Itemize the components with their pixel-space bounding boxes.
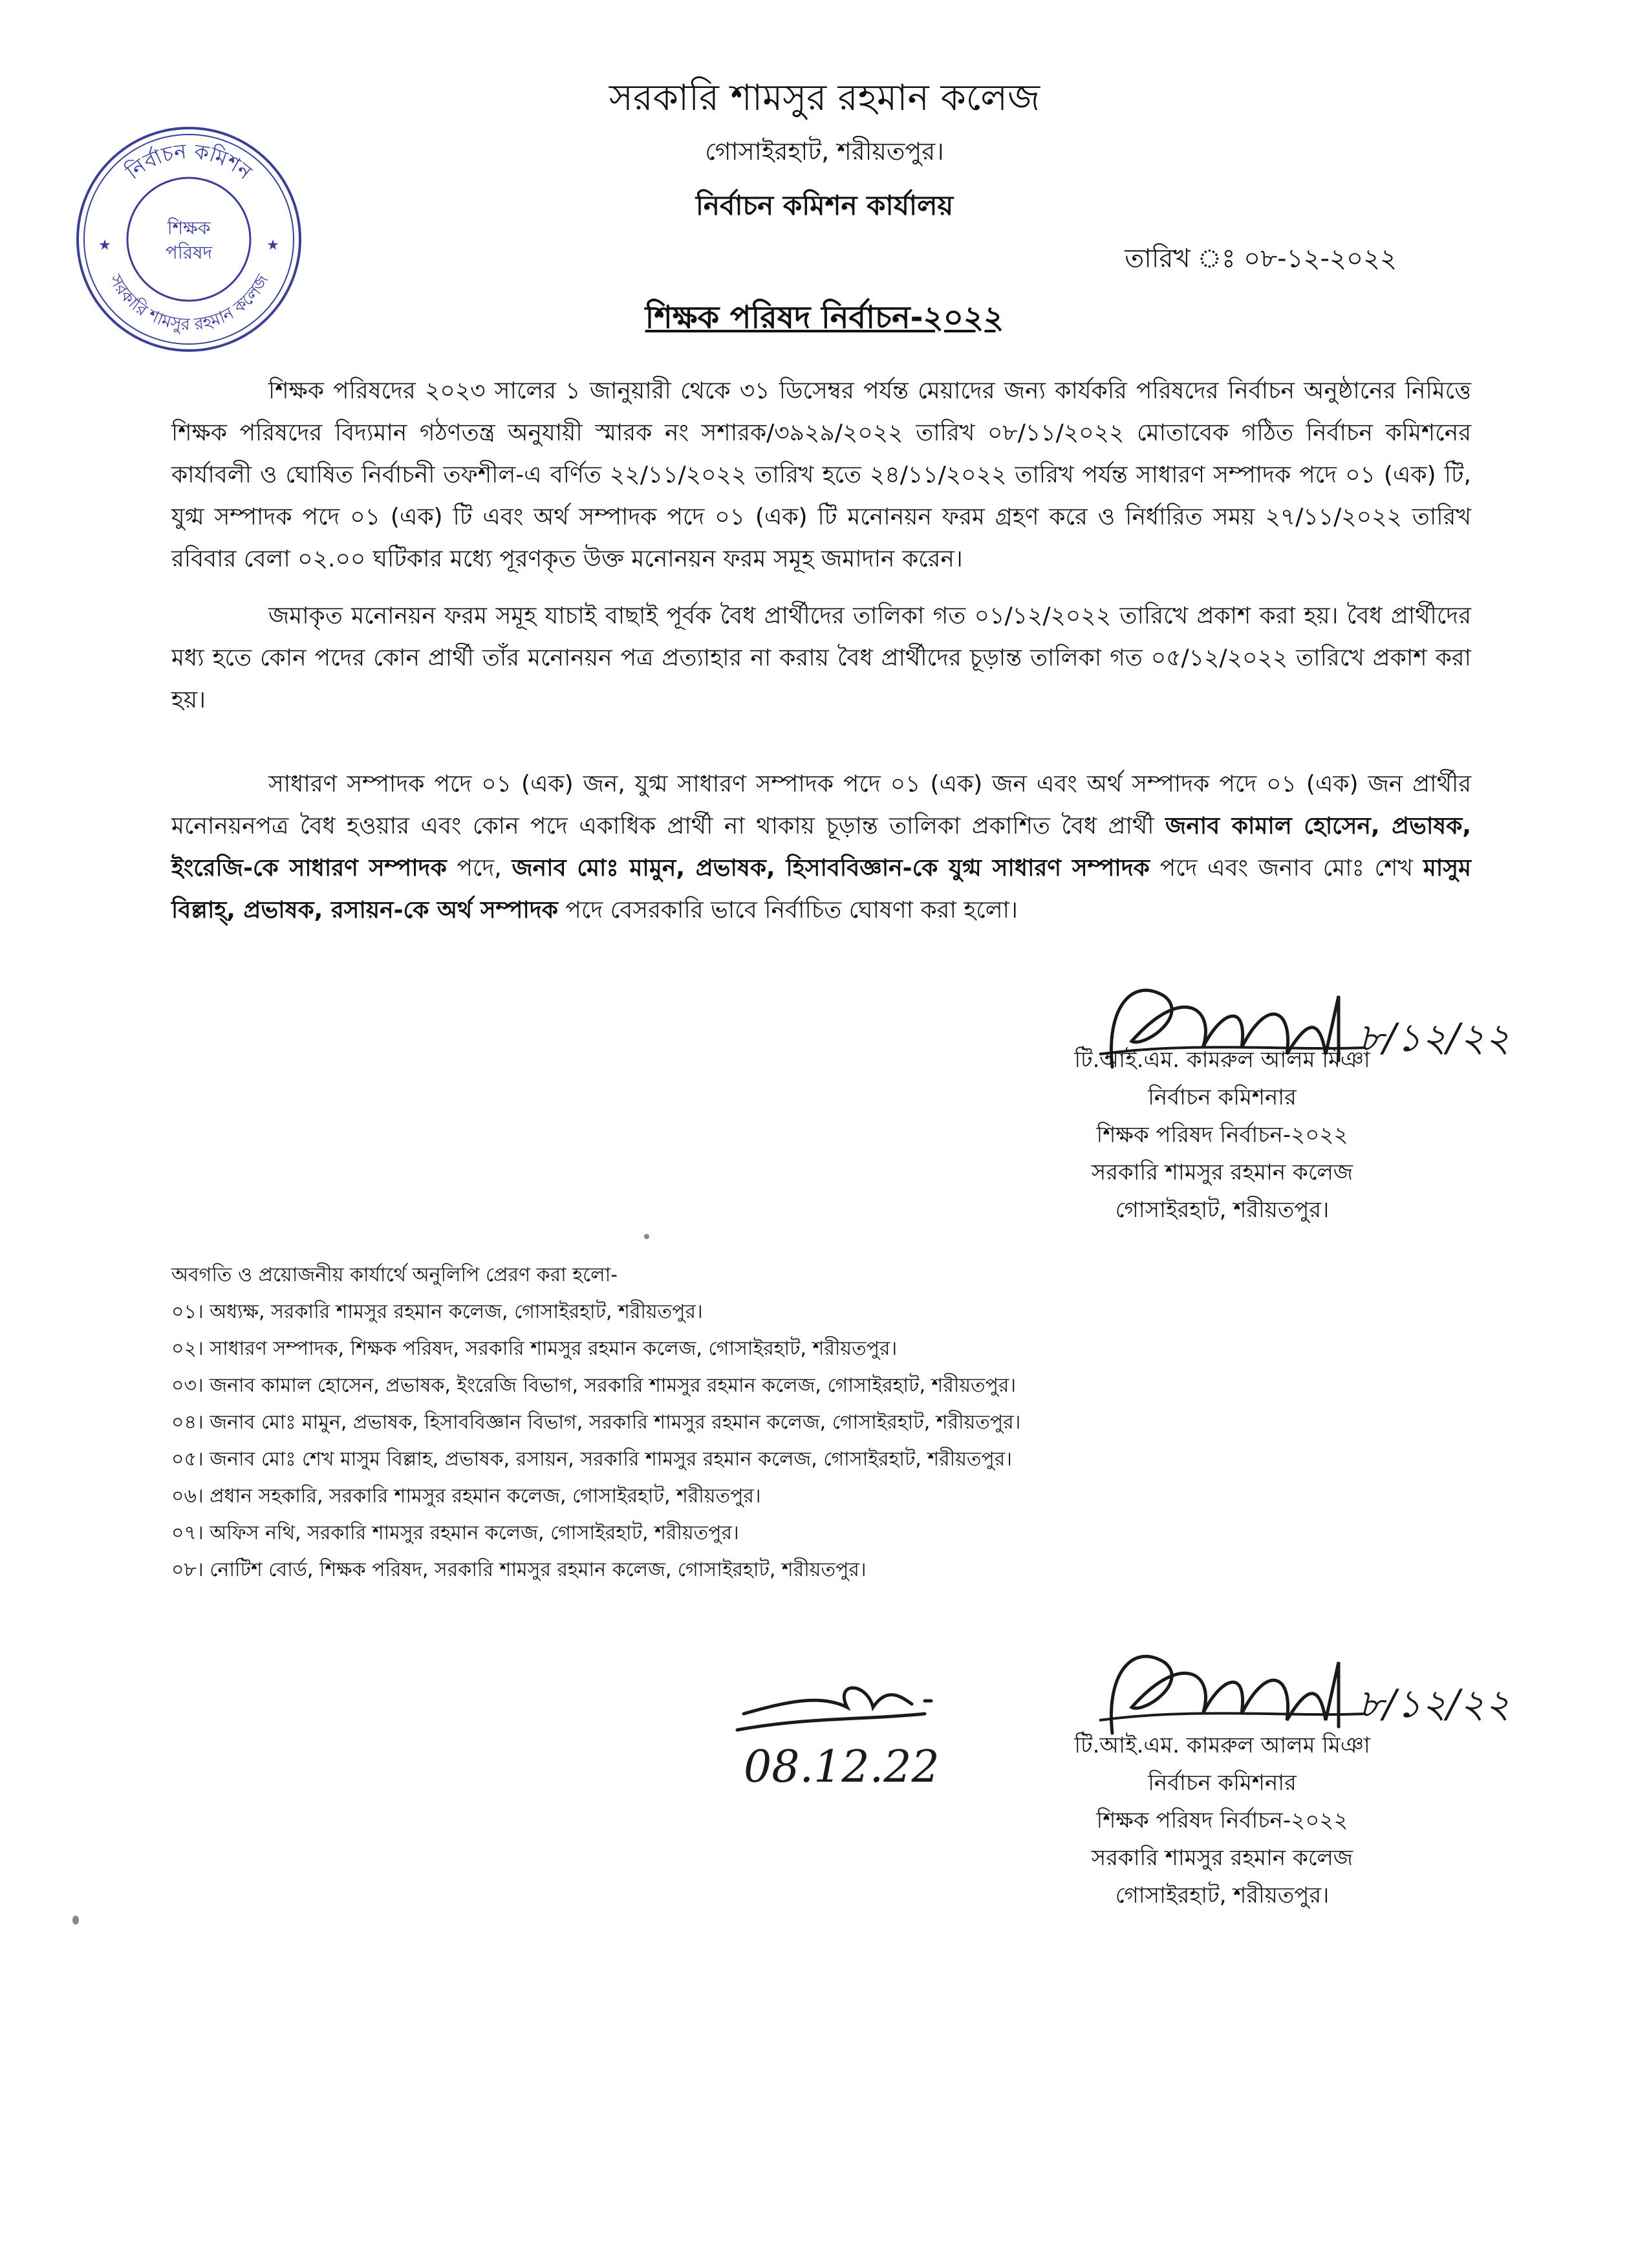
svg-text:★: ★ (266, 237, 279, 254)
commissioner-name: টি.আই.এম. কামরুল আলম মিঞা (1074, 1733, 1370, 1758)
paragraph-nomination (171, 370, 1471, 580)
declaration-intro: সাধারণ সম্পাদক পদে ০১ (এক) জন, যুগ্ম সাধারণ সম্পাদক পদে ০১ (এক) জন এবং অর্থ সম্পাদক পদে ০১ (এক) জন প্রার্থীর মনোনয়নপত্র বৈধ হওয়ার এবং কোন পদে একাধিক প্রার্থী না থাকায় চূড়ান্ত তালিকা প্রকাশিত বৈধ প্রার্থী (171, 771, 1471, 839)
copy-to-item: ০৫। জনাব মোঃ শেখ মাসুম বিল্লাহ, প্রভাষক, রসায়ন, সরকারি শামসুর রহমান কলেজ, গোসাইরহাট, শরীয়তপুর। (171, 1448, 1012, 1471)
copy-to-list (171, 1293, 1020, 1588)
college-name: সরকারি শামসুর রহমান কলেজ (609, 77, 1040, 119)
commissioner-name: টি.আই.এম. কামরুল আলম মিঞা (1074, 1047, 1370, 1073)
copy-to-item: ০৮। নোটিশ বোর্ড, শিক্ষক পরিষদ, সরকারি শামসুর রহমান কলেজ, গোসাইরহাট, শরীয়তপুর। (171, 1559, 867, 1581)
copy-to-item: ০৪। জনাব মোঃ মামুন, প্রভাষক, হিসাববিজ্ঞান বিভাগ, সরকারি শামসুর রহমান কলেজ, গোসাইরহাট, শরীয়তপুর। (171, 1411, 1021, 1434)
ink-dot (644, 1234, 649, 1239)
ink-mark (72, 1916, 79, 1925)
handwritten-date: 08.12.22 (744, 1742, 940, 1793)
signature-block-1 (1022, 1041, 1423, 1229)
seal-center-line1: শিক্ষক (167, 217, 211, 239)
commissioner-college: সরকারি শামসুর রহমান কলেজ (1091, 1845, 1353, 1871)
signature-2-date: ৮/১২/২২ (1358, 1681, 1511, 1727)
copy-to-heading: অবগতি ও প্রয়োজনীয় কার্যার্থে অনুলিপি প্রেরণ করা হলো- (171, 1264, 618, 1286)
office-name: নির্বাচন কমিশন কার্যালয় (695, 189, 954, 221)
paragraph-declaration (171, 763, 1471, 931)
seal-center-line2: পরিষদ (165, 242, 213, 263)
seal-top-text: নির্বাচন কমিশন (121, 138, 257, 185)
signature-1-date: ৮/১২/২২ (1358, 1015, 1511, 1061)
copy-to-item: ০১। অধ্যক্ষ, সরকারি শামসুর রহমান কলেজ, গোসাইরহাট, শরীয়তপুর। (171, 1301, 703, 1323)
declaration-end: পদে বেসরকারি ভাবে নির্বাচিত ঘোষণা করা হলো। (557, 897, 1018, 923)
declaration-joiner-1: পদে, (446, 855, 512, 881)
seal-bottom-text: সরকারি শামসুর রহমান কলেজ (105, 271, 273, 335)
commissioner-election: শিক্ষক পরিষদ নির্বাচন-২০২২ (1096, 1808, 1348, 1833)
joint-secretary-winner: জনাব মোঃ মামুন, প্রভাষক, হিসাববিজ্ঞান-কে যুগ্ম সাধারণ সম্পাদক (512, 855, 1150, 881)
paragraph-valid-candidates (171, 595, 1471, 721)
commissioner-election: শিক্ষক পরিষদ নির্বাচন-২০২২ (1096, 1122, 1348, 1148)
college-address: গোসাইরহাট, শরীয়তপুর। (705, 137, 944, 166)
commissioner-address: গোসাইরহাট, শরীয়তপুর। (1115, 1197, 1330, 1223)
copy-to-item: ০৬। প্রধান সহকারি, সরকারি শামসুর রহমান কলেজ, গোসাইরহাট, শরীয়তপুর। (171, 1485, 761, 1507)
notice-date: তারিখ ঃ ০৮-১২-২০২২ (1125, 244, 1397, 274)
paragraph-1-text: শিক্ষক পরিষদের ২০২৩ সালের ১ জানুয়ারী থেকে ৩১ ডিসেম্বর পর্যন্ত মেয়াদের জন্য কার্যকরি পরিষদের নির্বাচন অনুষ্ঠানের নিমিত্তে শিক্ষক পরিষদের বিদ্যমান গঠণতন্ত্র অনুযায়ী স্মারক নং সশারক/৩৯২৯/২০২২ তারিখ ০৮/১১/২০২২ মোতাবেক গঠিত নির্বাচন কমিশনের কার্যাবলী ও ঘোষিত নির্বাচনী তফশীল-এ বর্ণিত ২২/১১/২০২২ তারিখ হতে ২৪/১১/২০২২ তারিখ পর্যন্ত সাধারণ সম্পাদক পদে ০১ (এক) টি, যুগ্ম সম্পাদক পদে ০১ (এক) টি এবং অর্থ সম্পাদক পদে ০১ (এক) টি মনোনয়ন ফরম গ্রহণ করে ও নির্ধারিত সময় ২৭/১১/২০২২ তারিখ রবিবার বেলা ০২.০০ ঘটিকার মধ্যে পূরণকৃত উক্ত মনোনয়ন ফরম সমূহ জমাদান করেন। (171, 378, 1471, 572)
finance-secretary-winner: মাসুম বিল্লাহ্, প্রভাষক, রসায়ন-কে অর্থ সম্পাদক (171, 855, 1471, 923)
commissioner-designation: নির্বাচন কমিশনার (1148, 1770, 1297, 1796)
svg-text:★: ★ (98, 237, 111, 254)
copy-to-item: ০২। সাধারণ সম্পাদক, শিক্ষক পরিষদ, সরকারি শামসুর রহমান কলেজ, গোসাইরহাট, শরীয়তপুর। (171, 1337, 898, 1360)
commissioner-address: গোসাইরহাট, শরীয়তপুর। (1115, 1883, 1330, 1908)
paragraph-2-text: জমাকৃত মনোনয়ন ফরম সমূহ যাচাই বাছাই পূর্বক বৈধ প্রার্থীদের তালিকা গত ০১/১২/২০২২ তারিখে প্রকাশ করা হয়। বৈধ প্রার্থীদের মধ্য হতে কোন পদের কোন প্রার্থী তাঁর মনোনয়ন পত্র প্রত্যাহার না করায় বৈধ প্রার্থীদের চূড়ান্ত তালিকা গত ০৫/১২/২০২২ তারিখে প্রকাশ করা হয়। (171, 603, 1471, 713)
general-secretary-winner: জনাব কামাল হোসেন, প্রভাষক, ইংরেজি-কে সাধারণ সম্পাদক (171, 813, 1471, 881)
commissioner-designation: নির্বাচন কমিশনার (1148, 1085, 1297, 1110)
declaration-joiner-2: পদে এবং জনাব মোঃ শেখ (1149, 855, 1423, 881)
commissioner-college: সরকারি শামসুর রহমান কলেজ (1091, 1160, 1353, 1185)
copy-to-item: ০৩। জনাব কামাল হোসেন, প্রভাষক, ইংরেজি বিভাগ, সরকারি শামসুর রহমান কলেজ, গোসাইরহাট, শরীয়তপুর। (171, 1374, 1017, 1397)
copy-to-item: ০৭। অফিস নথি, সরকারি শামসুর রহমান কলেজ, গোসাইরহাট, শরীয়তপুর। (171, 1522, 739, 1544)
initials-signature (731, 1669, 1002, 1798)
notice-title: শিক্ষক পরিষদ নির্বাচন-২০২২ (645, 299, 1004, 336)
signature-block-2 (1022, 1727, 1423, 1914)
